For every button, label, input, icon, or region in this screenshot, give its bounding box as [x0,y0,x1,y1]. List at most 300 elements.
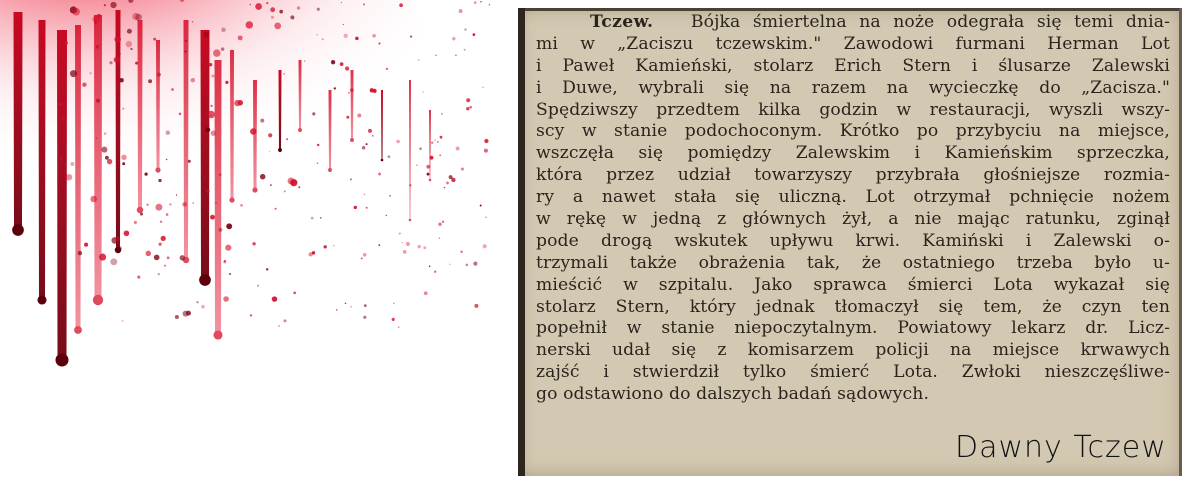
blood-speck [205,127,210,132]
blood-speck [119,78,123,82]
blood-drop [298,128,302,132]
blood-speck [90,72,92,74]
blood-speck [461,167,464,170]
blood-speck [203,32,209,38]
blood-speck [480,1,482,3]
blood-speck [418,59,420,61]
blood-speck [126,41,132,47]
blood-speck [489,4,490,5]
blood-speck [278,325,279,326]
blood-speck [122,108,124,110]
blood-speck [99,254,106,261]
blood-speck [399,233,401,235]
blood-speck [331,60,335,64]
blood-speck [158,179,161,182]
blood-speck [110,258,117,265]
blood-speck [219,173,222,176]
blood-speck [175,315,179,319]
blood-speck [290,15,294,19]
blood-speck [378,244,380,246]
blood-speck [225,245,231,251]
blood-speck [449,175,453,179]
blood-speck [317,8,320,11]
blood-speck [250,4,251,5]
article-line: trzymali także obrażenia tak, że ostatniego trzeba było u- [536,252,1170,273]
blood-drip [253,80,257,192]
blood-speck [345,66,349,70]
blood-speck [366,143,368,145]
blood-speck [90,196,97,203]
blood-speck [183,311,189,317]
blood-speck [166,159,168,161]
blood-drop [381,159,384,162]
blood-speck [223,261,226,264]
blood-speck [484,139,488,143]
blood-speck [336,309,337,310]
blood-speck [473,33,476,36]
blood-speck [240,204,243,207]
blood-speck [418,245,421,248]
blood-drop [278,148,282,152]
blood-speck [345,303,347,305]
blood-speck [135,62,138,65]
blood-speck [160,221,162,223]
article-line-text: Bójka śmiertelna na noże odegrała się temi dnia- [690,12,1170,32]
blood-drop [213,330,222,339]
blood-speck [416,164,418,166]
blood-speck [480,205,482,207]
article-line: zajść i stwierdził tylko śmierć Lota. Zwłoki nieszczęśliwe- [536,362,1170,383]
blood-speck [297,6,300,9]
clipping-border-left [518,8,525,476]
blood-speck [439,154,441,156]
blood-drip [156,40,160,172]
clipping-border-top [518,8,1182,11]
blood-speck [148,79,152,83]
blood-speck [464,49,466,51]
blood-speck [317,34,318,35]
blood-speck [66,174,73,181]
blood-speck [283,73,285,75]
blood-drop [93,295,103,305]
blood-speck [459,9,463,13]
blood-drip [138,20,143,213]
blood-speck [363,316,366,319]
blood-speck [385,215,387,217]
blood-speck [122,162,125,165]
blood-speck [435,55,436,56]
blood-speck [115,236,120,241]
blood-speck [469,106,472,109]
blood-speck [92,16,99,23]
blood-drip [351,70,354,142]
blood-splatter-image [0,0,495,400]
blood-splatter-graphic [0,0,495,400]
blood-speck [215,202,217,204]
article-line: nerski udał się z komisarzem policji na miejsce krwawych [536,340,1170,361]
blood-speck [225,81,228,84]
blood-speck [157,73,161,77]
blood-speck [355,37,359,41]
blood-speck [78,251,82,255]
blood-speck [110,2,116,8]
blood-speck [61,116,66,121]
article-line: mieścić w szpitalu. Jako sprawca śmierci Lota wykazał się [536,274,1170,295]
blood-speck [344,34,348,38]
blood-speck [127,29,132,34]
blood-speck [483,244,487,248]
blood-speck [196,301,198,303]
blood-speck [437,141,438,142]
blood-speck [320,217,322,219]
blood-speck [166,213,169,216]
blood-speck [324,245,327,248]
blood-drop [252,187,257,192]
article-text [536,12,1170,406]
blood-speck [210,215,215,220]
blood-speck [427,173,430,176]
blood-speck [166,130,170,134]
blood-speck [429,265,430,266]
blood-speck [426,165,430,169]
blood-speck [370,88,374,92]
blood-speck [130,48,132,50]
blood-speck [153,38,156,41]
blood-speck [104,4,106,6]
blood-drop [199,274,211,286]
blood-drip [57,30,67,365]
blood-speck [208,111,215,118]
blood-speck [211,131,216,136]
blood-speck [363,253,367,257]
blood-speck [96,45,100,49]
blood-speck [246,21,253,28]
blood-speck [180,255,185,260]
blood-speck [221,28,226,33]
blood-speck [164,265,166,267]
blood-speck [366,207,368,209]
blood-speck [223,296,229,302]
blood-speck [167,256,170,259]
blood-speck [271,16,274,19]
blood-speck [59,103,62,106]
blood-speck [229,273,231,275]
blood-drop [409,219,412,222]
blood-speck [363,3,365,5]
blood-speck [266,268,268,270]
blood-speck [350,178,352,180]
blood-speck [293,292,296,295]
blood-speck [389,195,391,197]
article-line: stolarz Stern, który jednak tłomaczył się tem, że czyn ten [536,296,1170,317]
article-line [536,12,1170,34]
blood-speck [252,242,255,245]
blood-speck [456,147,460,151]
blood-speck [238,100,243,105]
blood-speck [161,236,166,241]
blood-speck [354,206,357,209]
blood-speck [346,116,349,119]
blood-drop [37,295,46,304]
blood-drop [56,354,69,367]
blood-speck [430,156,434,160]
blood-speck [250,314,252,316]
blood-speck [422,91,423,92]
clipping-border-right [1179,8,1182,476]
blood-speck [210,105,212,107]
blood-speck [466,98,470,102]
blood-speck [188,160,191,163]
blood-speck [455,54,457,56]
blood-speck [464,28,466,30]
blood-speck [96,137,97,138]
blood-speck [191,78,196,83]
blood-speck [155,204,162,211]
blood-speck [192,21,194,23]
article-line: i Paweł Kamieński, stolarz Erich Stern i ślusarze Zalewski [536,55,1170,76]
article-line: mi w „Zaciszu tczewskim." Zawodowi furmani Herman Lot [536,33,1170,54]
blood-speck [176,194,177,195]
blood-speck [362,146,366,150]
blood-speck [311,217,314,220]
blood-speck [182,202,187,207]
blood-speck [398,326,400,328]
blood-speck [312,251,315,254]
article-line: ry a nawet stała się uliczną. Lot otrzymał pchnięcie nożem [536,187,1170,208]
blood-speck [343,24,344,25]
blood-speck [423,246,426,249]
blood-drip [299,60,302,132]
blood-speck [184,50,186,52]
blood-speck [284,190,286,192]
blood-drip [201,30,210,285]
blood-speck [201,305,205,309]
blood-speck [438,223,442,227]
blood-speck [322,38,324,40]
blood-speck [409,184,411,186]
blood-speck [317,162,319,164]
blood-speck [270,7,275,12]
article-line: wszczęła się pomiędzy Zalewskim i Kamieńskim sprzeczka, [536,143,1170,164]
blood-speck [206,190,209,193]
blood-speck [403,250,407,254]
blood-speck [372,34,376,38]
blood-speck [135,14,142,21]
blood-speck [392,318,395,321]
blood-speck [124,230,130,236]
blood-speck [473,262,477,266]
article-lead-word: Tczew. [590,12,654,32]
blood-speck [137,276,140,279]
article-line: scy w stanie podochoconym. Krótko po przybyciu na miejsce, [536,121,1170,142]
blood-speck [283,319,286,322]
blood-speck [158,273,160,275]
blood-speck [378,173,381,176]
blood-speck [169,203,171,205]
blood-drip [329,90,332,172]
blood-speck [441,113,443,115]
blood-speck [386,68,388,70]
blood-speck [460,251,463,254]
blood-speck [269,151,270,152]
blood-speck [350,88,354,92]
blood-speck [70,70,77,77]
blood-speck [440,136,443,139]
blood-speck [484,149,488,153]
blood-speck [255,3,262,10]
blood-speck [268,133,272,137]
blood-speck [70,162,74,166]
blood-drop [155,167,160,172]
blood-speck [485,217,487,219]
blood-speck [159,243,162,246]
blood-speck [219,228,223,232]
blood-speck [147,204,149,206]
blood-drop [229,197,234,202]
blood-speck [65,41,68,44]
blood-speck [372,135,374,137]
blood-speck [171,88,174,91]
article-line: pode drogą wskutek upływu krwi. Kamiński i Zalewski o- [536,230,1170,251]
blood-speck [419,147,422,150]
blood-speck [192,202,194,204]
article-line: która przez udział towarzyszy przybrała głośniejsze rozmia- [536,165,1170,186]
blood-drip [279,70,282,152]
blood-speck [399,3,403,7]
blood-speck [361,257,363,259]
blood-speck [185,40,187,42]
blood-speck [396,140,399,143]
blood-speck [154,255,160,261]
blood-speck [122,320,124,322]
blood-speck [298,186,300,188]
blood-speck [146,251,151,256]
blood-speck [211,74,214,77]
blood-speck [140,213,143,216]
blood-drip [184,20,189,263]
blood-speck [144,172,147,175]
blood-speck [213,49,221,57]
blood-drip [14,12,23,235]
blood-speck [340,62,344,66]
blood-speck [424,291,428,295]
blood-speck [364,304,367,307]
blood-speck [266,2,268,4]
blood-speck [341,2,342,3]
blood-speck [446,181,449,184]
blood-speck [442,221,444,223]
blood-drop [350,138,354,142]
blood-speck [114,57,120,63]
blood-speck [439,238,440,239]
blood-speck [474,1,477,4]
blood-drop [429,179,432,182]
article-line: i Duwe, wybrali się na razem na wycieczkę do „Zacisza." [536,77,1170,98]
blood-speck [290,179,297,186]
blood-speck [275,208,277,210]
blood-drip [116,10,121,253]
blood-speck [270,184,272,186]
blood-speck [272,296,278,302]
article-line: Spędziwszy przedtem kilka godzin w restauracji, wyszli wszy- [536,99,1170,120]
blood-speck [104,132,107,135]
blood-speck [348,92,350,94]
blood-speck [304,60,305,61]
blood-speck [410,36,412,38]
blood-drip [230,50,234,202]
blood-speck [100,43,101,44]
blood-speck [378,42,380,44]
blood-speck [82,83,86,87]
blood-drop [74,326,82,334]
blood-speck [260,119,264,123]
newspaper-clipping [518,8,1182,476]
blood-speck [134,221,137,224]
blood-speck [226,223,232,229]
blood-speck [109,61,112,64]
article-line: w rękę w jedną z głównych żył, a nie mając ratunku, zginął [536,209,1170,230]
blood-speck [449,264,450,265]
blood-speck [250,128,256,134]
blood-speck [107,159,112,164]
blood-speck [466,107,469,110]
blood-speck [118,246,121,249]
blood-speck [96,99,100,103]
blood-speck [466,264,469,267]
blood-drip [215,60,222,339]
blood-speck [334,87,336,89]
article-line: popełnił w stanie niepoczytalnym. Powiatowy lekarz dr. Licz- [536,318,1170,339]
blood-speck [114,36,121,43]
blood-speck [444,187,445,188]
blood-speck [434,270,436,272]
blood-speck [333,245,335,247]
blood-speck [105,156,109,160]
blood-speck [84,243,88,247]
blood-speck [121,155,126,160]
blood-speck [406,242,410,246]
blood-speck [260,174,266,180]
blood-drop [137,207,144,214]
blood-speck [364,194,365,195]
blood-speck [274,22,281,29]
blood-drip [39,20,46,304]
blood-speck [350,306,352,308]
article-line: go odstawiono do dalszych badań sądowych. [536,384,930,405]
blood-speck [60,156,64,160]
blood-speck [357,113,361,117]
blood-speck [317,144,319,146]
blood-speck [179,113,182,116]
blood-speck [206,229,207,230]
blood-speck [368,129,372,133]
blood-speck [72,8,79,15]
blood-speck [119,53,121,55]
blood-drop [12,224,24,236]
blood-speck [393,303,394,304]
blood-speck [312,112,315,115]
blood-speck [474,304,478,308]
blood-speck [482,87,483,88]
blood-speck [434,140,435,141]
blood-speck [238,35,243,40]
blood-drip [94,15,102,304]
blood-speck [387,155,390,158]
blood-speck [402,242,403,243]
blood-speck [286,138,288,140]
blood-speck [431,141,433,143]
blood-drop [328,168,332,172]
